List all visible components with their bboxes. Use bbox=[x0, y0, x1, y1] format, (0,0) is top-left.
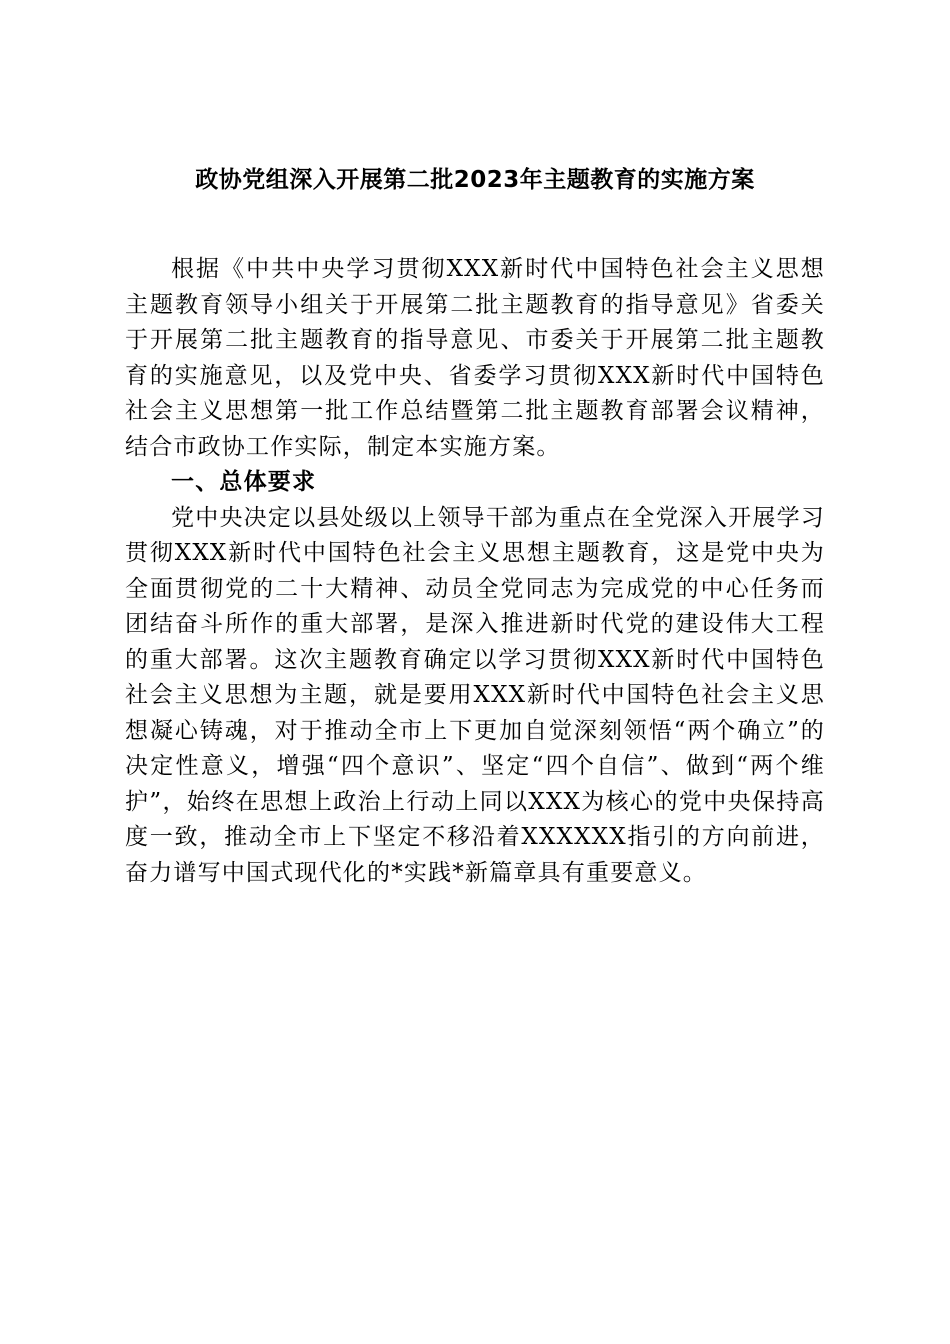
document-body bbox=[125, 252, 825, 891]
intro-paragraph: 根据《中共中央学习贯彻XXX新时代中国特色社会主义思想主题教育领导小组关于开展第二批主题教育的指导意见》省委关于开展第二批主题教育的指导意见、市委关于开展第二批主题教育的实施意见，以及党中央、省委学习贯彻XXX新时代中国特色社会主义思想第一批工作总结暨第二批主题教育部署会议精神，结合市政协工作实际，制定本实施方案。 bbox=[125, 256, 825, 460]
document-title: 政协党组深入开展第二批2023年主题教育的实施方案 bbox=[195, 167, 755, 193]
section-paragraph-overall-requirements: 党中央决定以县处级以上领导干部为重点在全党深入开展学习贯彻XXX新时代中国特色社会主义思想主题教育，这是党中央为全面贯彻党的二十大精神、动员全党同志为完成党的中心任务而团结奋斗所作的重大部署，是深入推进新时代党的建设伟大工程的重大部署。这次主题教育确定以学习贯彻XXX新时代中国特色社会主义思想为主题，就是要用XXX新时代中国特色社会主义思想凝心铸魂，对于推动全市上下更加自觉深刻领悟“两个确立”的决定性意义，增强“四个意识”、坚定“四个自信”、做到“两个维护”，始终在思想上政治上行动上同以XXX为核心的党中央保持高度一致，推动全市上下坚定不移沿着XXXXXX指引的方向前进，奋力谱写中国式现代化的*实践*新篇章具有重要意义。 bbox=[125, 504, 825, 886]
section-heading-overall-requirements: 一、总体要求 bbox=[171, 469, 317, 495]
